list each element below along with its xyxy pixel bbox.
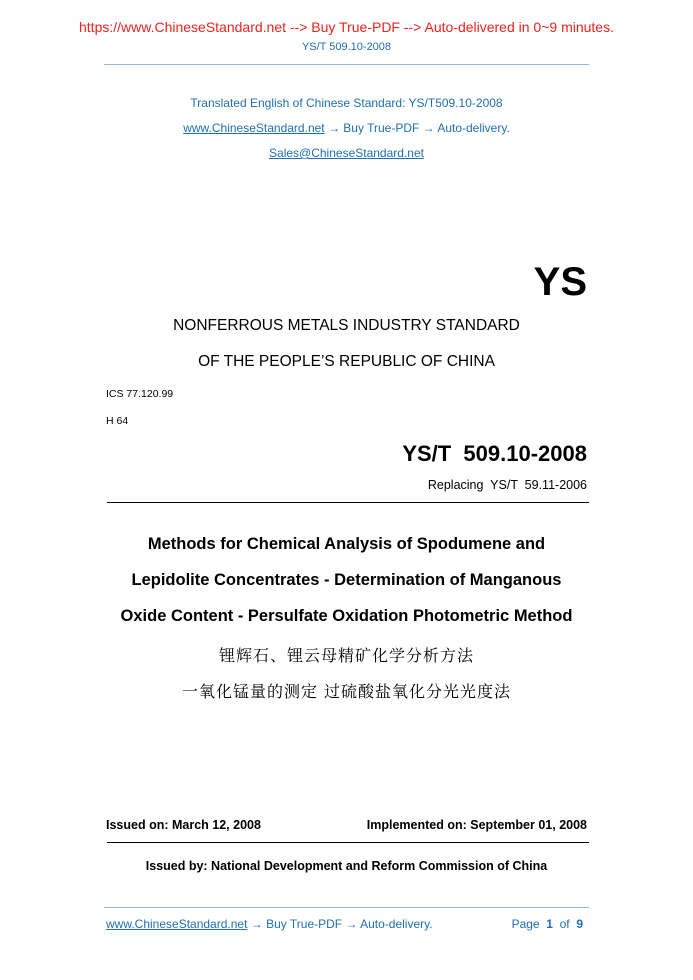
issued-date: Issued on: March 12, 2008 (106, 818, 261, 832)
footer-site-link[interactable]: www.ChineseStandard.net (106, 917, 248, 931)
replacing-standard: Replacing YS/T 59.11-2006 (427, 478, 587, 492)
standard-number: YS/T 509.10-2008 (402, 441, 587, 466)
dates-divider (107, 842, 589, 843)
page-of: of (559, 917, 570, 931)
ys-logo: YS (533, 260, 587, 304)
doc-code-header: YS/T 509.10-2008 (301, 41, 392, 53)
standard-heading-line2: OF THE PEOPLE’S REPUBLIC OF CHINA (198, 353, 495, 370)
ics-code: ICS 77.120.99 (106, 388, 174, 400)
sales-email-link[interactable]: Sales@ChineseStandard.net (269, 146, 424, 160)
page-indicator (512, 917, 583, 931)
translation-site-line (0, 121, 693, 135)
footer-site-line (106, 917, 433, 931)
implemented-date: Implemented on: September 01, 2008 (366, 818, 587, 832)
site-link[interactable]: www.ChineseStandard.net (183, 121, 325, 135)
title-en-line2: Lepidolite Concentrates - Determination of Manganous (131, 571, 562, 589)
translation-note: Translated English of Chinese Standard: YS/T509.10-2008 (190, 96, 503, 110)
standard-heading-line1: NONFERROUS METALS INDUSTRY STANDARD (173, 317, 520, 334)
title-cn-line2: 一氧化锰量的测定 过硫酸盐氧化分光光度法 (181, 682, 512, 701)
buy-note: → Buy True-PDF → Auto-delivery. (324, 121, 510, 135)
title-en-line1: Methods for Chemical Analysis of Spodumene and (147, 535, 546, 553)
page-current: 1 (546, 917, 553, 931)
title-en-line3: Oxide Content - Persulfate Oxidation Photometric Method (120, 607, 573, 625)
footer-buy-note: → Buy True-PDF → Auto-delivery. (247, 917, 433, 931)
title-cn-line1: 锂辉石、锂云母精矿化学分析方法 (218, 646, 474, 665)
footer-divider (104, 907, 589, 908)
top-banner[interactable]: https://www.ChineseStandard.net --> Buy True-PDF --> Auto-delivered in 0~9 minutes. (79, 19, 614, 35)
header-divider (104, 64, 589, 65)
issuer: Issued by: National Development and Reform Commission of China (145, 859, 548, 873)
category-code: H 64 (106, 415, 129, 427)
page-total: 9 (576, 917, 583, 931)
sales-email-line (0, 146, 693, 160)
title-divider-top (107, 502, 589, 503)
page-label: Page (511, 917, 540, 931)
